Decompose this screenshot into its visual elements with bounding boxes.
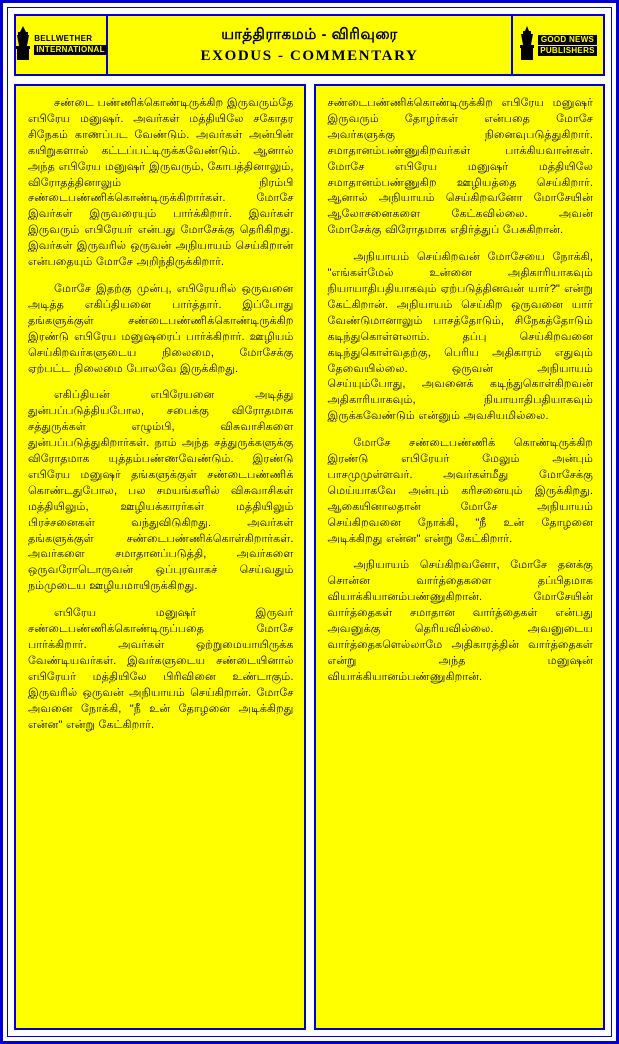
body-area <box>14 84 605 1030</box>
good-news-logo-line1: GOOD NEWS <box>538 35 597 45</box>
bellwether-international-logo <box>16 16 108 74</box>
paragraph: அநியாயம் செய்கிறவனோ, மோசே தனக்கு சொன்ன வார்த்தைகளை தப்பிதமாக வியாக்கியானம்பண்ணுகிறான். மோசேயின் வார்த்தைகள் சமாதான வார்த்தைகள் என்பது அவனுக்கு தெரியவில்லை. அவனுடைய வார்த்தைகளெல்லாமே அதிகாரத்தின் வார்த்தைகள் என்று அந்த மனுஷன் வியாக்கியானம்பண்ணுகிறான். <box>327 559 593 683</box>
page-header <box>14 14 605 76</box>
paragraph: அநியாயம் செய்கிறவன் மோசேயை நோக்கி, "எங்கள்மேல் உன்னை அதிகாரியாகவும் நியாயாதிபதியாகவும் ஏற்படுத்தினவன் யார்?" என்று கேட்கிறான். அநியாயம் செய்கிற ஒருவனை யார் வேண்டுமானாலும் பாசத்தோடும், சிநேகத்தோடும் கடிந்துகொள்ளலாம். தப்பு செய்கிறவனை கடிந்துகொள்வதற்கு, பெரிய அதிகாரம் எதுவும் தேவையில்லை. ஒருவன் அநியாயம் செய்யும்போது, அவனைக் கடிந்துகொள்கிறவன் அதிகாரியாகவும், நியாயாதிபதியாகவும் இருக்கவேண்டும் என்னும் அவசியமில்லை. <box>327 251 593 423</box>
paragraph: சண்டைபண்ணிக்கொண்டிருக்கிற எபிரேய மனுஷர் இருவரும் தோழர்கள் என்பதை மோசே அவர்களுக்கு நினைவுபடுத்துகிறார். சமாதானம்பண்ணுகிறவர்கள் பாக்கியவான்கள். மோசே எபிரேய மனுஷர் மத்தியிலே சமாதானம்பண்ணுகிற ஊழியத்தை செய்கிறார். ஆனால் அநியாயம் செய்கிறவனோ மோசேயின் ஆலோசனைகளை கேட்கவில்லை. அவன் மோசேக்கு விரோதமாக எதிர்த்துப் பேசுகிறான். <box>327 97 593 237</box>
page-title-english: EXODUS - COMMENTARY <box>200 47 419 64</box>
left-column <box>14 84 306 1030</box>
good-news-publishers-logo <box>511 16 603 74</box>
church-icon <box>519 26 535 65</box>
paragraph: சண்டை பண்ணிக்கொண்டிருக்கிற இருவரும்தே எபிரேய மனுஷர். அவர்கள் மத்தியிலே சகோதர சிநேகம் காணப்பட வேண்டும். அவர்கள் அன்பின் கயிறுகளால் கட்டப்பட்டிருக்கவேண்டும். ஆனால் அந்த எபிரேய மனுஷர் இருவரும், கோபத்தினாலும், விரோதத்தினாலும் நிரம்பி சண்டைபண்ணிக்கொண்டிருக்கிறார்கள். மோசே இவர்கள் இருவரையும் பார்க்கிறார். இவர்கள் இருவரும் எபிரேயர் என்பது மோசேக்கு தெரிகிறது. இவர்கள் இருவரில் ஒருவன் அநியாயம் செய்கிறான் என்பதையும் மோசே அறிந்திருக்கிறார். <box>28 97 294 269</box>
paragraph: மோசே சண்டைபண்ணிக் கொண்டிருக்கிற இரண்டு எபிரேயர் மேலும் அன்பும் பாசமுமுள்ளவர். அவர்கள்மீது மோசேக்கு மெய்யாகவே அன்பும் கரிசனையும் இருக்கிறது. ஆகையினாலதான் மோசே அநியாயம் செய்கிறவனை நோக்கி, "நீ உன் தோழனை அடிக்கிறது என்ன" என்று கேட்கிறார். <box>327 437 593 545</box>
paragraph: எகிப்தியன் எபிரேயனை அடித்து துன்பப்படுத்தியபோல, சபைக்கு விரோதமாக சத்துருக்கள் எழும்பி, விசுவாசிகளை துன்பப்படுத்துகிறார்கள். நாம் அந்த சத்துருக்களுக்கு விரோதமாக யுத்தம்பண்ணவேண்டும். இரண்டு எபிரேய மனுஷர் தங்களுக்குள் சண்டைபண்ணிக் கொண்டதுபோல, பல சமயங்களில் விசுவாசிகள் மத்தியிலும், ஊழியக்காரர்கள் மத்தியிலும் பிரச்சனைகள் வந்துவிடுகிறது. அவர்கள் தங்களுக்குள் சண்டைபண்ணிக்கொள்கிறார்கள். அவர்களை சமாதானப்படுத்தி, அவர்களை ஒருவரோடொருவன் ஒப்புரவாகச் செய்வதும் நம்முடைய ஊழியமாயிருக்கிறது. <box>28 389 294 593</box>
page-inner-border <box>7 7 612 1037</box>
page-title-tamil: யாத்திராகமம் - விரிவுரை <box>221 25 398 43</box>
bellwether-logo-line1: BELLWETHER <box>34 34 93 44</box>
paragraph: எபிரேய மனுஷர் இருவர் சண்டைபண்ணிக்கொண்டிருப்பதை மோசே பார்க்கிறார். அவர்கள் ஒற்றுமையாயிருக்க வேண்டியவர்கள். இவர்களுடைய சண்டையினால் எபிரேயர் மத்தியிலே பிரிவினை உண்டாகும். இருவரில் ஒருவன் அநியாயம் செய்கிறான். மோசே அவனை நோக்கி, "நீ உன் தோழனை அடிக்கிறது என்ன" என்று கேட்கிறார். <box>28 607 294 731</box>
title-block <box>108 16 511 74</box>
paragraph: மோசே இதற்கு முன்பு, எபிரேயரில் ஒருவனை அடித்த எகிப்தியனை பார்த்தார். இப்போது தங்களுக்குள் சண்டைபண்ணிக்கொண்டிருக்கிற இரண்டு எபிரேய மனுஷரைப் பார்க்கிறார். ஊழியம் செய்கிறவர்களுடைய நிலைமை, மோசேக்கு ஏற்பட்ட நிலைமை போலவே இருக்கிறது. <box>28 282 294 375</box>
good-news-logo-line2: PUBLISHERS <box>540 46 595 55</box>
bellwether-logo-line2: INTERNATIONAL <box>36 44 105 54</box>
right-column <box>314 84 606 1030</box>
bell-tower-icon <box>15 26 31 65</box>
